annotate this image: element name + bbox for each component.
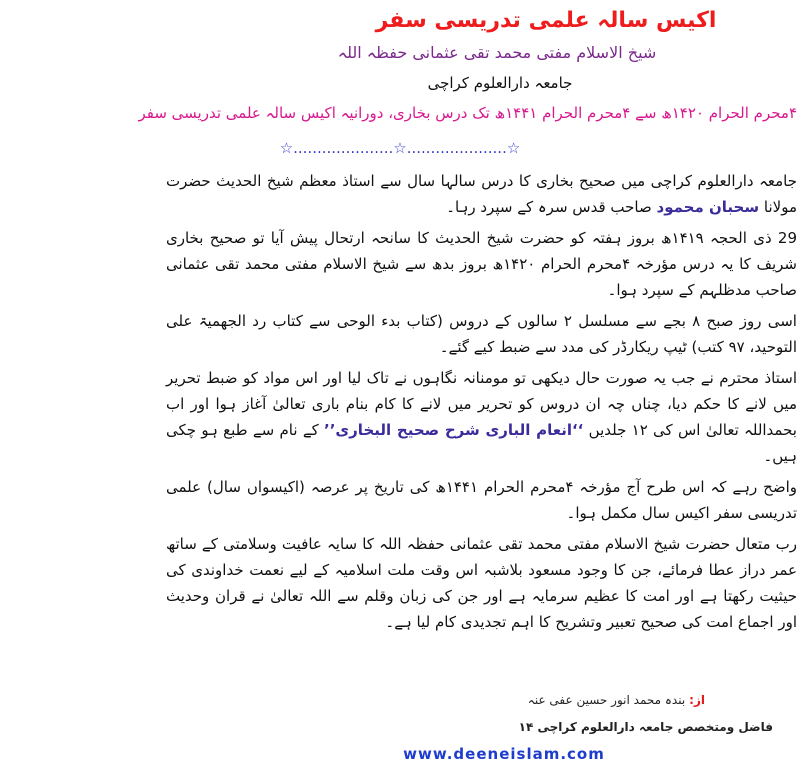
star-ornament-divider: ☆.....................☆.....................☆ xyxy=(279,139,521,157)
paragraph-6: رب متعال حضرت شیخ الاسلام مفتی محمد تقی عثمانی حفظہ اللہ کا سایہ عافیت وسلامتی کے ساتھ عمر دراز عطا فرمائے، جن کا وجود مسعود بلاشبہ اس وقت ملت اسلامیہ کے لیے نعمت خداوندی کی حیثیت رکھتا ہے اور امت کا عظیم سرمایہ ہے اور جن کی زبان وقلم سے اللہ تعالیٰ نے قران وحدیث اور اجماع امت کی صحیح تعبیر وتشریح کا اہم تجدیدی کام لیا ہے۔ xyxy=(166,535,797,631)
signature-block xyxy=(0,686,801,774)
highlighted-book-title: ‘‘انعام الباری شرح صحیح البخاری’’ xyxy=(324,421,584,439)
author-affiliation: فاضل ومتخصص جامعہ دارالعلوم کراچی ۱۴ xyxy=(518,720,773,734)
paragraph-5: واضح رہے کہ اس طرح آج مؤرخہ ۴محرم الحرام ۱۴۴۱ھ کی تاریخ پر عرصہ (اکیسواں سال) علمی تدریسی سفر اکیس سال مکمل ہوا۔ xyxy=(166,478,798,522)
paragraph-1-text-end: صاحب قدس سرہ کے سپرد رہا۔ xyxy=(446,198,652,216)
author-line xyxy=(0,686,801,714)
paragraph-4-text-end: کے نام سے طبع ہو چکی ہیں۔ xyxy=(166,421,797,465)
paragraph-4-text-start: استاذ محترم نے جب یہ صورت حال دیکھی تو مومنانہ نگاہوں نے تاک لیا اور اس مواد کو ضبط تحریر میں لانے کا حکم دیا، چناں چہ ان دروس کو تحریر میں لانے کا کام بنام باری تعالیٰ آغاز ہوا اور اب بحمداللہ تعالیٰ اس کی ۱۲ جلدیں xyxy=(166,369,797,439)
highlighted-teacher-name: سحبان محمود xyxy=(656,198,760,216)
author-name: بندہ محمد انور حسین عفی عنہ xyxy=(527,693,686,707)
paragraph-4 xyxy=(166,365,797,469)
paragraph-3: اسی روز صبح ۸ بجے سے مسلسل ۲ سالوں کے دروس (کتاب بدء الوحی سے کتاب رد الجھمیۃ علی التوحید، ۹۷ کتب) ٹیپ ریکارڈر کی مدد سے ضبط کیے گئے۔ xyxy=(166,312,797,356)
institution-name: جامعہ دارالعلوم کراچی xyxy=(427,74,573,92)
author-prefix: از: xyxy=(689,693,705,707)
paragraph-2: 29 ذی الحجہ ۱۴۱۹ھ بروز ہفتہ کو حضرت شیخ الحدیث کا سانحہ ارتحال پیش آیا تو صحیح بخاری شریف کا یہ درس مؤرخہ ۴محرم الحرام ۱۴۲۰ھ بروز بدھ سے شیخ الاسلام مفتی محمد تقی عثمانی صاحب مدظلہم کے سپرد ہوا۔ xyxy=(166,229,797,299)
date-range-line: ۴محرم الحرام ۱۴۲۰ھ سے ۴محرم الحرام ۱۴۴۱ھ تک درس بخاری، دورانیہ اکیس سالہ علمی تدریسی سفر xyxy=(138,104,797,122)
website-watermark: www.deeneislam.com xyxy=(403,745,605,763)
paragraph-1-text-start: جامعہ دارالعلوم کراچی میں صحیح بخاری کا درس سالہا سال سے استاذ معظم شیخ الحدیث حضرت مولانا xyxy=(166,172,797,216)
document-title: اکیس سالہ علمی تدریسی سفر xyxy=(375,8,717,33)
article-body xyxy=(0,160,801,640)
subtitle-scholar-name: شیخ الاسلام مفتی محمد تقی عثمانی حفظہ اللہ xyxy=(337,43,657,62)
paragraph-1 xyxy=(166,168,797,220)
